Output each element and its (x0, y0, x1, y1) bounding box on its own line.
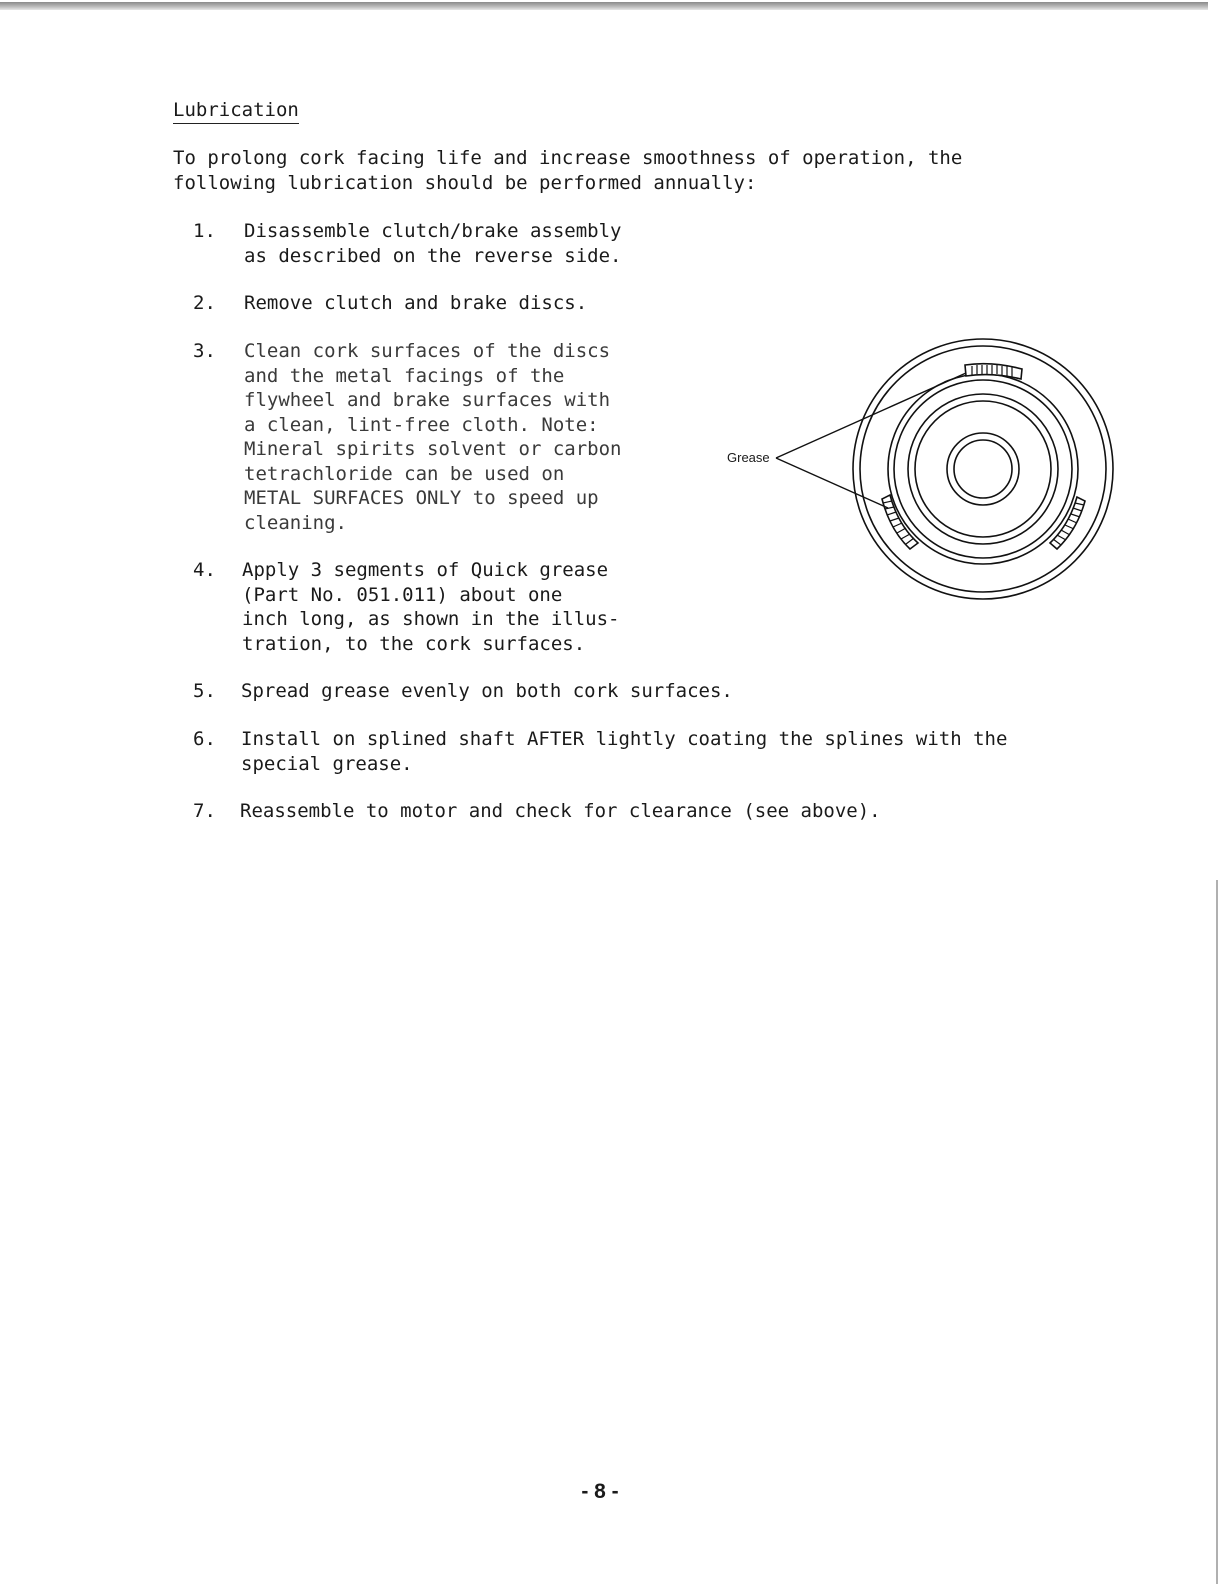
disc-outer-ring (853, 339, 1113, 599)
page-top-rule (0, 2, 1208, 10)
grease-label: Grease (727, 450, 770, 465)
step-text: Reassemble to motor and check for clearance (see above). (240, 800, 881, 822)
step-number: 2. (193, 292, 216, 314)
step-number: 6. (193, 728, 216, 750)
clutch-disc-illustration (720, 335, 1130, 605)
step-number: 1. (193, 220, 216, 242)
hub-inner (915, 401, 1051, 537)
shaft-bore-outer (947, 433, 1019, 505)
page-number: - 8 - (581, 1480, 619, 1503)
step-text: Remove clutch and brake discs. (244, 292, 588, 314)
hub-outer (908, 394, 1058, 544)
page-edge-shadow (1216, 880, 1218, 1584)
step-text: Apply 3 segments of Quick grease (Part No. 051.011) about one inch long, as shown in the illus- tration, to the cork surfaces. (242, 559, 620, 655)
grease-segment-top (965, 364, 1022, 379)
intro-paragraph: To prolong cork facing life and increase smoothness of operation, the following lubrication should be performed annually: (173, 147, 963, 194)
cork-face-inner (894, 380, 1072, 558)
step-text: Install on splined shaft AFTER lightly coating the splines with the special grease. (241, 728, 1008, 775)
section-heading: Lubrication (173, 98, 299, 124)
cork-face-outer (888, 374, 1078, 564)
shaft-bore-inner (954, 440, 1012, 498)
step-text: Disassemble clutch/brake assembly as described on the reverse side. (244, 220, 622, 267)
step-number: 5. (193, 680, 216, 702)
step-text: Clean cork surfaces of the discs and the metal facings of the flywheel and brake surfaces with a clean, lint-free cloth. Note: Mineral spirits solvent or carbon tetrachloride can be used on METAL SURFACES ONLY to speed up cleaning. (244, 340, 622, 534)
step-number: 3. (193, 340, 216, 362)
grease-segment-right (1050, 497, 1085, 549)
disc-outer-ring-inner (860, 346, 1106, 592)
step-number: 4. (193, 559, 216, 581)
step-number: 7. (193, 800, 216, 822)
step-text: Spread grease evenly on both cork surfaces. (241, 680, 733, 702)
